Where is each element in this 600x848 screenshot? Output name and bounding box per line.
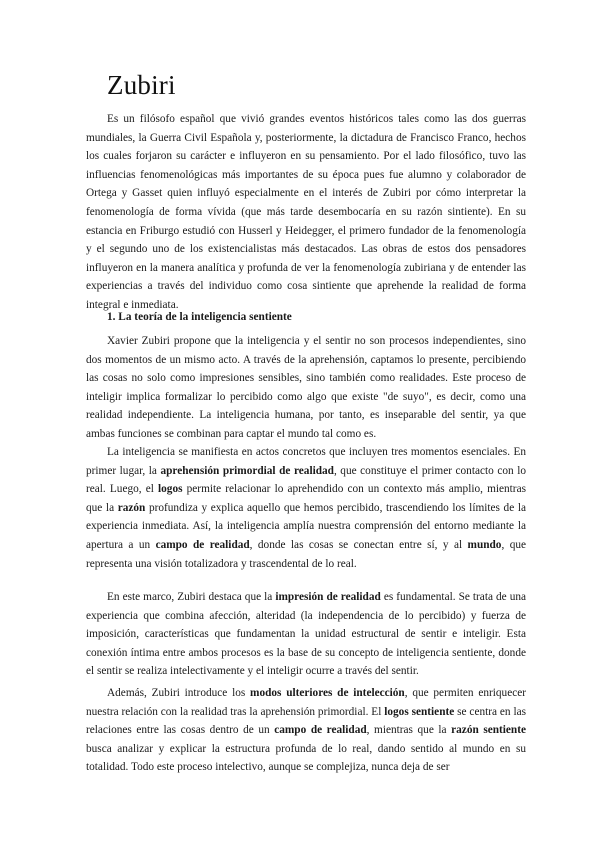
paragraph-sentient-intelligence: Xavier Zubiri propone que la inteligencia y el sentir no son procesos independientes, sino dos momentos de un mismo acto. A través de la aprehensión, captamos lo presente, percibiendo las cosas no solo como impresiones sensibles, sino también como realidades. Este proceso de inteligir implica formalizar lo percibido como algo que existe "de suyo", es decir, como una realidad independiente. La inteligencia humana, por tanto, es inseparable del sentir, ya que ambas funciones se combinan para captar el mundo tal como es. [86,335,526,440]
bold-term: campo de realidad [274,724,367,737]
bold-term: razón [117,501,146,514]
intro-paragraph: Es un filósofo español que vivió grandes eventos históricos tales como las dos guerras mundiales, la Guerra Civil Española y, posteriormente, la dictadura de Francisco Franco, hechos los cuales forjaron su carácter e influyeron en su pensamiento. Por el lado filosófico, tuvo las influencias fenomenológicas más importantes de su época pues fue alumno y colaborador de Ortega y Gasset quien influyó especialmente en el interés de Zubiri por cómo interpretar la fenomenología de forma vívida (que más tarde desembocaría en su razón sintiente). En su estancia en Friburgo estudió con Husserl y Heidegger, el primero fundador de la fenomenología y el segundo uno de los existencialistas más destacados. Las obras de estos dos pensadores influyeron en la manera analítica y profunda de ver la fenomenología zubiriana y de entender las experiencias a través del individuo como cosa sintiente que aprehende la realidad de forma integral e inmediata. [86,113,526,311]
bold-term: campo de realidad [155,538,250,551]
paragraph-impression-of-reality: En este marco, Zubiri destaca que la impresión de realidad es fundamental. Se trata de una experiencia que combina afección, alteridad (la independencia de lo percibido) y fuerza de imposición, características que fundamentan la unidad estructural de sentir e inteligir. Esta conexión íntima entre ambos procesos es la base de su concepto de inteligencia sentiente, donde el sentir se realiza intelectivamente y el inteligir ocurre a través del sentir. [86,591,527,678]
bold-term: modos ulteriores de intelección [250,687,405,699]
section-heading: 1. La teoría de la inteligencia sentiente [107,311,292,323]
bold-term: impresión de realidad [275,591,381,603]
paragraph-three-moments: La inteligencia se manifiesta en actos concretos que incluyen tres momentos esenciales. En primer lugar, la aprehensión primordial de realidad, que constituye el primer contacto con lo real. Luego, el logos permite relacionar lo aprehendido con un contexto más amplio, mientras que la razón profundiza y explica aquello que hemos percibido, trascendiendo los límites de la experiencia inmediata. Así, la inteligencia amplía nuestra comprensión del entorno mediante la apertura a un campo de realidad, donde las cosas se conectan entre sí, y al mundo, que representa una visión totalizadora y trascendental de lo real. [86,446,527,570]
paragraph-ulterior-modes: Además, Zubiri introduce los modos ulteriores de intelección, que permiten enriquecer nuestra relación con la realidad tras la aprehensión primordial. El logos sentiente se centra en las relaciones entre las cosas dentro de un campo de realidad, mientras que la razón sentiente busca analizar y explicar la estructura profunda de lo real, dando sentido al mundo en su totalidad. Todo este proceso intelectivo, aunque se complejiza, nunca deja de ser [86,687,526,774]
bold-term: logos sentiente [384,705,455,718]
bold-term: logos [158,483,183,496]
bold-term: razón sentiente [451,724,526,737]
bold-term: aprehensión primordial de realidad [160,464,334,477]
bold-term: mundo [467,538,502,551]
page-title: Zubiri [107,70,176,100]
